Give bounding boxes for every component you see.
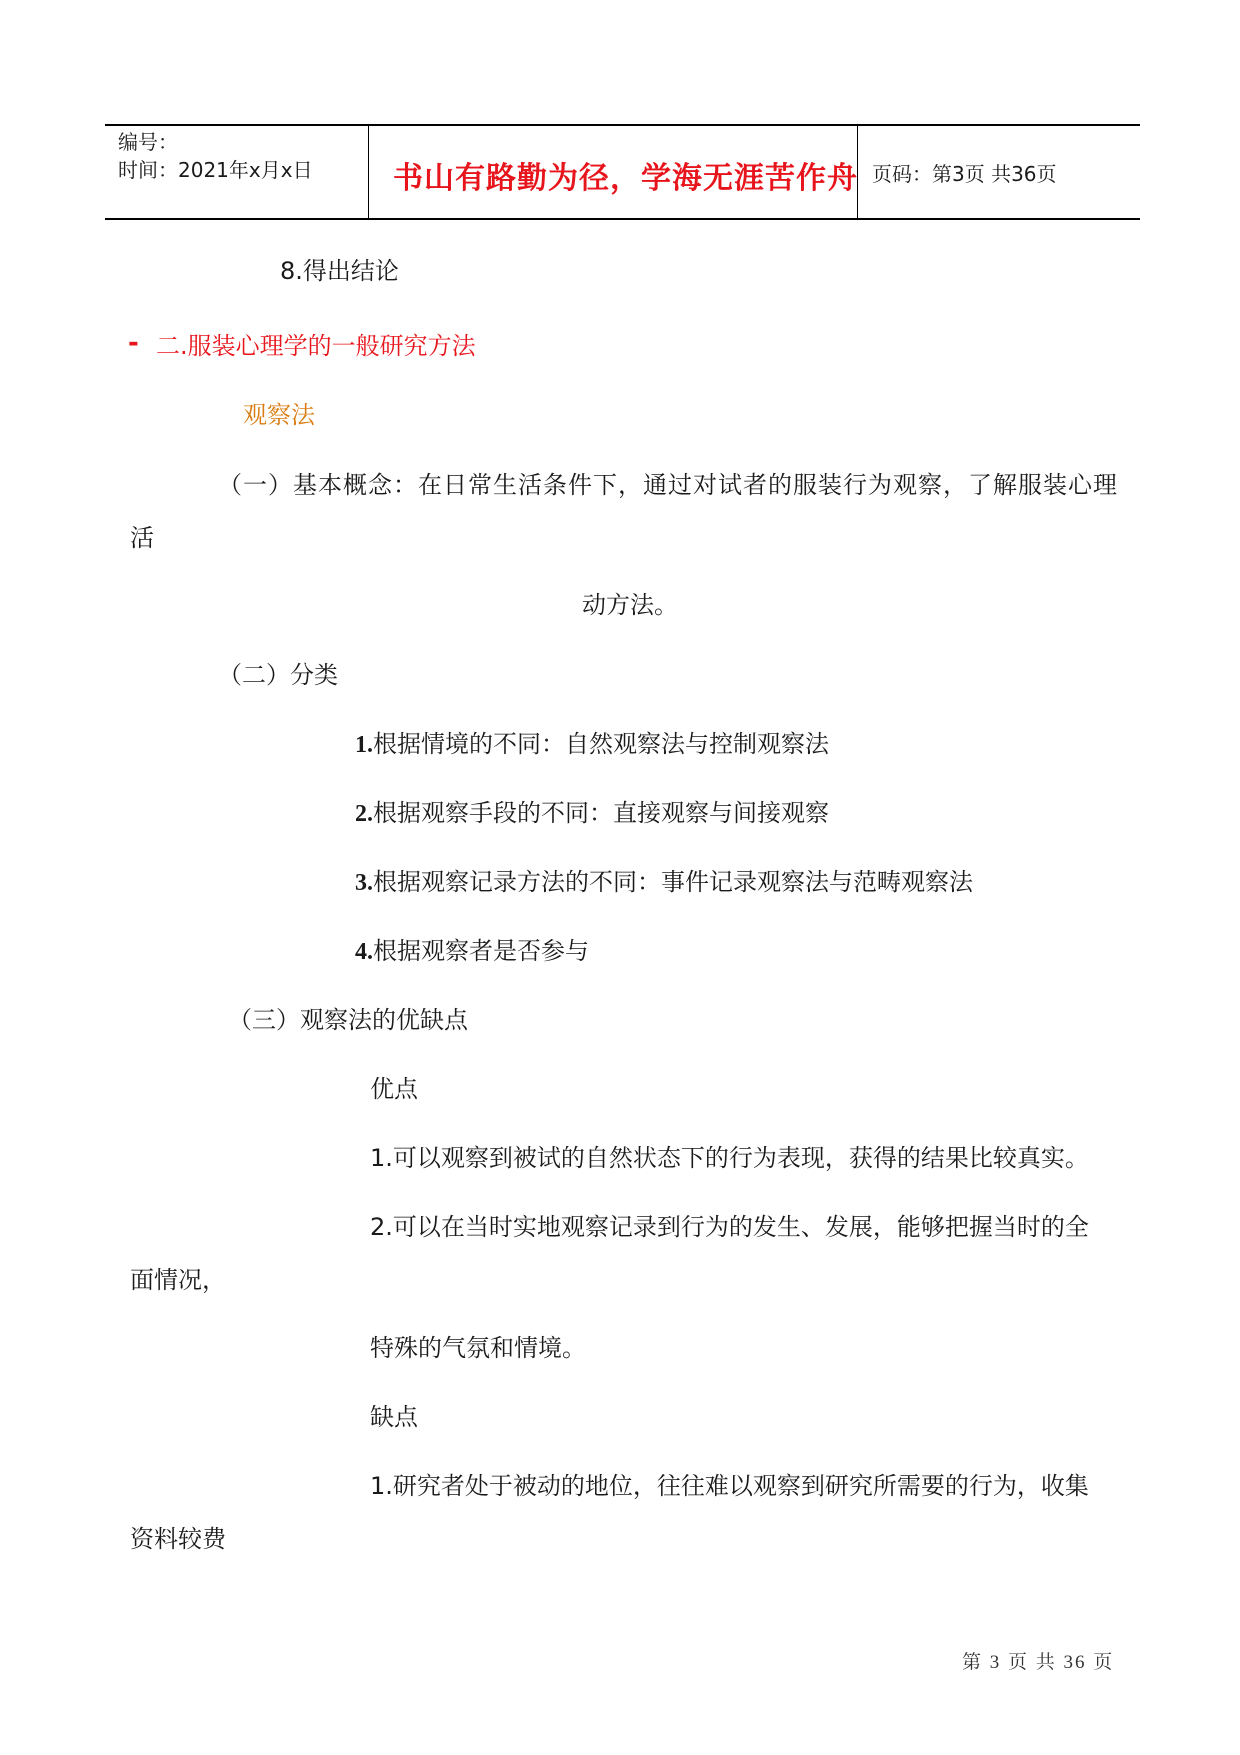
classify-item-text: 根据情境的不同：自然观察法与控制观察法 xyxy=(373,730,829,758)
pros-cons-title: （三）观察法的优缺点 xyxy=(228,1006,468,1034)
pros-item-1: 1.可以观察到被试的自然状态下的行为表现，获得的结果比较真实。 xyxy=(370,1144,1089,1172)
section-bullet: - xyxy=(128,328,139,358)
cons-title: 缺点 xyxy=(370,1403,418,1431)
header-top-border xyxy=(105,124,1140,126)
pros-item-2-line-1: 2.可以在当时实地观察记录到行为的发生、发展，能够把握当时的全 xyxy=(370,1213,1089,1241)
method-title: 观察法 xyxy=(243,401,315,429)
classify-item xyxy=(355,729,829,760)
classify-item-text: 根据观察者是否参与 xyxy=(373,937,589,965)
header-bottom-border xyxy=(105,218,1140,220)
concept-line-2: 活 xyxy=(130,524,154,552)
pros-item-2-line-3: 特殊的气氛和情境。 xyxy=(370,1334,586,1362)
classify-item-number: 1. xyxy=(355,732,373,758)
classify-item xyxy=(355,936,589,967)
classify-item-text: 根据观察手段的不同：直接观察与间接观察 xyxy=(373,799,829,827)
footer-page-number: 第 3 页 共 36 页 xyxy=(962,1652,1115,1673)
classify-title: （二）分类 xyxy=(218,661,338,689)
cons-item-1-line-1: 1.研究者处于被动的地位，往往难以观察到研究所需要的行为，收集 xyxy=(370,1472,1089,1500)
classify-item xyxy=(355,867,973,898)
header-page-label: 页码：第3页 共36页 xyxy=(872,162,1057,186)
classify-item-text: 根据观察记录方法的不同：事件记录观察法与范畴观察法 xyxy=(373,868,973,896)
concept-line-3: 动方法。 xyxy=(582,591,678,619)
header-number-label: 编号： xyxy=(118,130,178,154)
pros-title: 优点 xyxy=(370,1075,418,1103)
section-2-title: 二.服装心理学的一般研究方法 xyxy=(156,332,476,360)
header-motto: 书山有路勤为径，学海无涯苦作舟 xyxy=(393,161,858,196)
concept-line-1: （一）基本概念：在日常生活条件下，通过对试者的服装行为观察，了解服装心理 xyxy=(218,471,1118,499)
classify-item xyxy=(355,798,829,829)
header-time-label: 时间：2021年x月x日 xyxy=(118,158,313,182)
cons-item-1-line-2: 资料较费 xyxy=(130,1525,226,1553)
header-divider-left xyxy=(368,125,369,220)
pros-item-2-line-2: 面情况， xyxy=(130,1266,226,1294)
step-8: 8.得出结论 xyxy=(280,257,399,285)
classify-item-number: 4. xyxy=(355,939,373,965)
classify-item-number: 2. xyxy=(355,801,373,827)
classify-item-number: 3. xyxy=(355,870,373,896)
